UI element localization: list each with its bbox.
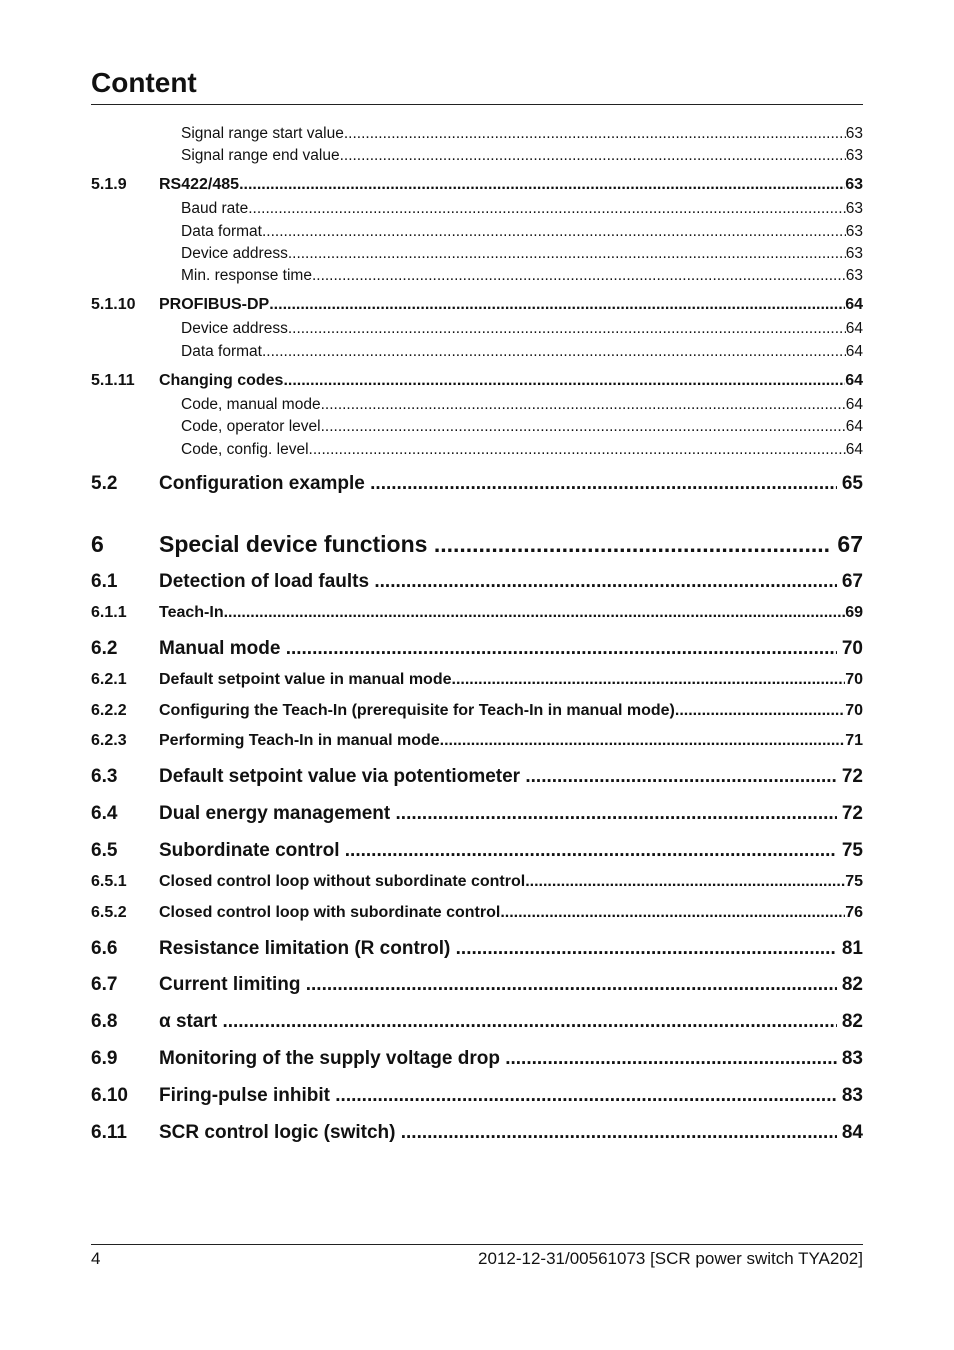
toc-entry-number: 5.1.10: [91, 296, 136, 313]
dot-leader: [321, 417, 846, 437]
toc-entry-title: Manual mode: [159, 638, 281, 659]
toc-entry-number: 6.2.3: [91, 732, 127, 749]
toc-subentry[interactable]: [91, 319, 863, 339]
toc-entry-title: Subordinate control: [159, 840, 340, 861]
toc-entry-page: 67: [841, 571, 863, 592]
toc-entry[interactable]: [91, 731, 863, 751]
toc-entry-page: 63: [845, 267, 863, 284]
toc-entry[interactable]: [91, 472, 863, 496]
toc-entry-page: 76: [845, 904, 863, 921]
dot-leader: [340, 146, 846, 166]
toc-entry-title: PROFIBUS-DP: [159, 296, 270, 313]
toc-entry-number: 6.5.1: [91, 873, 127, 890]
page-title: Content: [91, 67, 197, 98]
toc-entry-number: 6.9: [91, 1048, 118, 1069]
title-divider: [91, 104, 863, 105]
toc-entry[interactable]: [91, 903, 863, 923]
toc-entry[interactable]: [91, 670, 863, 690]
dot-leader: [374, 570, 836, 594]
toc-entry[interactable]: [91, 973, 863, 997]
toc-entry-page: 64: [845, 320, 863, 337]
dot-leader: [222, 1010, 836, 1034]
toc-entry-title: Firing-pulse inhibit: [159, 1085, 330, 1106]
toc-entry-number: 6.8: [91, 1011, 118, 1032]
dot-leader: [262, 222, 846, 242]
dot-leader: [286, 637, 837, 661]
dot-leader: [401, 1121, 837, 1145]
toc-subentry[interactable]: [91, 440, 863, 460]
toc-subentry[interactable]: [91, 199, 863, 219]
toc-entry-title: SCR control logic (switch): [159, 1122, 396, 1143]
toc-entry-title: Performing Teach-In in manual mode: [159, 732, 440, 749]
toc-entry-page: 64: [845, 396, 863, 413]
dot-leader: [288, 319, 846, 339]
dot-leader: [321, 395, 846, 415]
toc-entry-number: 6.7: [91, 974, 118, 995]
toc-subentry[interactable]: [91, 146, 863, 166]
toc-subentry[interactable]: [91, 395, 863, 415]
dot-leader: [312, 266, 846, 286]
toc-entry-title: Code, config. level: [181, 441, 309, 458]
toc-entry[interactable]: [91, 530, 863, 558]
toc-entry-number: 6.5.2: [91, 904, 127, 921]
toc-entry-title: Device address: [181, 320, 288, 337]
dot-leader: [452, 670, 846, 690]
toc-entry-page: 64: [845, 441, 863, 458]
toc-subentry[interactable]: [91, 342, 863, 362]
toc-entry-number: 6.3: [91, 766, 118, 787]
dot-leader: [288, 244, 846, 264]
toc-entry-title: Signal range end value: [181, 147, 340, 164]
toc-entry-number: 6.2.1: [91, 671, 127, 688]
toc-entry-title: Special device functions: [159, 531, 428, 557]
toc-entry-title: Teach-In: [159, 604, 224, 621]
toc-entry[interactable]: [91, 570, 863, 594]
toc-entry-page: 71: [845, 732, 863, 749]
toc-entry-title: Current limiting: [159, 974, 301, 995]
dot-leader: [344, 124, 846, 144]
footer-divider: [91, 1244, 863, 1245]
toc-entry-page: 63: [845, 223, 863, 240]
toc-entry-page: 70: [845, 702, 863, 719]
toc-entry-number: 6.5: [91, 840, 118, 861]
toc-entry[interactable]: [91, 839, 863, 863]
toc-entry[interactable]: [91, 765, 863, 789]
toc-entry-title: Closed control loop without subordinate control: [159, 873, 526, 890]
dot-leader: [335, 1084, 836, 1108]
toc-entry-number: 6.2.2: [91, 702, 127, 719]
toc-entry-page: 82: [841, 974, 863, 995]
toc-entry-page: 67: [837, 531, 863, 557]
toc-entry-page: 83: [841, 1048, 863, 1069]
toc-subentry[interactable]: [91, 266, 863, 286]
toc-entry-page: 82: [841, 1011, 863, 1032]
toc-entry-page: 75: [841, 840, 863, 861]
toc-entry-title: Default setpoint value via potentiometer: [159, 766, 521, 787]
toc-entry-page: 63: [845, 200, 863, 217]
toc-entry-number: 5.2: [91, 473, 118, 494]
toc-entry[interactable]: [91, 701, 863, 721]
toc-subentry[interactable]: [91, 244, 863, 264]
toc-entry[interactable]: [91, 802, 863, 826]
dot-leader: [248, 199, 846, 219]
toc-entry[interactable]: [91, 1010, 863, 1034]
toc-entry[interactable]: [91, 637, 863, 661]
toc-entry-page: 64: [845, 372, 863, 389]
toc-entry[interactable]: [91, 872, 863, 892]
toc-entry[interactable]: [91, 295, 863, 315]
dot-leader: [262, 342, 846, 362]
toc-entry-title: Configuring the Teach-In (prerequisite for Teach-In in manual mode): [159, 702, 675, 719]
toc-entry-number: 5.1.9: [91, 176, 127, 193]
toc-entry-number: 6.1: [91, 571, 118, 592]
toc-entry-page: 63: [845, 147, 863, 164]
footer-document-info: 2012-12-31/00561073 [SCR power switch TYA202]: [478, 1249, 863, 1268]
dot-leader: [370, 472, 836, 496]
toc-entry-page: 72: [841, 766, 863, 787]
toc-entry-page: 65: [841, 473, 863, 494]
dot-leader: [283, 371, 845, 391]
toc-entry-title: Min. response time: [181, 267, 312, 284]
dot-leader: [500, 903, 845, 923]
dot-leader: [440, 731, 846, 751]
dot-leader: [456, 937, 837, 961]
toc-entry-page: 64: [845, 418, 863, 435]
toc-entry[interactable]: [91, 371, 863, 391]
toc-entry-page: 69: [845, 604, 863, 621]
toc-entry-title: Closed control loop with subordinate control: [159, 904, 501, 921]
toc-entry[interactable]: [91, 603, 863, 623]
dot-leader: [309, 440, 846, 460]
dot-leader: [525, 765, 836, 789]
toc-entry[interactable]: [91, 1084, 863, 1108]
toc-entry-page: 70: [841, 638, 863, 659]
toc-entry-title: Configuration example: [159, 473, 365, 494]
page-footer: [91, 1248, 863, 1270]
toc-entry-title: RS422/485: [159, 176, 240, 193]
dot-leader: [396, 802, 837, 826]
toc-entry[interactable]: [91, 1047, 863, 1071]
toc-entry-number: 6.11: [91, 1122, 127, 1143]
toc-entry-title: Code, operator level: [181, 418, 321, 435]
dot-leader: [306, 973, 837, 997]
toc-subentry[interactable]: [91, 124, 863, 144]
toc-entry-title: Default setpoint value in manual mode: [159, 671, 452, 688]
toc-entry-number: 6.6: [91, 938, 118, 959]
toc-entry-title: α start: [159, 1011, 218, 1032]
toc-entry-page: 84: [841, 1122, 863, 1143]
footer-page-number: 4: [91, 1249, 101, 1268]
toc-entry-title: Dual energy management: [159, 803, 391, 824]
toc-entry-title: Baud rate: [181, 200, 249, 217]
toc-entry-page: 72: [841, 803, 863, 824]
toc-entry-number: 6: [91, 531, 104, 557]
toc-entry-number: 6.1.1: [91, 604, 127, 621]
dot-leader: [505, 1047, 836, 1071]
toc-entry-page: 63: [845, 176, 863, 193]
toc-entry-page: 83: [841, 1085, 863, 1106]
toc-entry[interactable]: [91, 1121, 863, 1145]
toc-entry-title: Resistance limitation (R control): [159, 938, 451, 959]
toc-entry-number: 6.10: [91, 1085, 128, 1106]
dot-leader: [345, 839, 837, 863]
toc-entry-title: Device address: [181, 245, 288, 262]
toc-entry-page: 75: [845, 873, 863, 890]
toc-entry-page: 64: [845, 343, 863, 360]
toc-entry-page: 63: [845, 245, 863, 262]
dot-leader: [239, 175, 845, 195]
dot-leader: [224, 603, 846, 623]
toc-entry-page: 81: [841, 938, 863, 959]
toc-entry-title: Signal range start value: [181, 125, 344, 142]
toc-entry-title: Data format: [181, 223, 262, 240]
toc-entry-title: Changing codes: [159, 372, 284, 389]
toc-entry-page: 70: [845, 671, 863, 688]
dot-leader: [675, 701, 845, 721]
toc-entry-page: 63: [845, 125, 863, 142]
toc-entry-title: Monitoring of the supply voltage drop: [159, 1048, 500, 1069]
toc-entry[interactable]: [91, 175, 863, 195]
dot-leader: [269, 295, 845, 315]
toc-subentry[interactable]: [91, 222, 863, 242]
toc-entry-number: 5.1.11: [91, 372, 135, 389]
toc-entry-title: Data format: [181, 343, 262, 360]
dot-leader: [434, 530, 831, 558]
toc-subentry[interactable]: [91, 417, 863, 437]
toc-entry[interactable]: [91, 937, 863, 961]
toc-entry-title: Detection of load faults: [159, 571, 370, 592]
toc-entry-number: 6.2: [91, 638, 118, 659]
toc-entry-number: 6.4: [91, 803, 118, 824]
toc-entry-page: 64: [845, 296, 863, 313]
dot-leader: [525, 872, 845, 892]
toc-entry-title: Code, manual mode: [181, 396, 321, 413]
